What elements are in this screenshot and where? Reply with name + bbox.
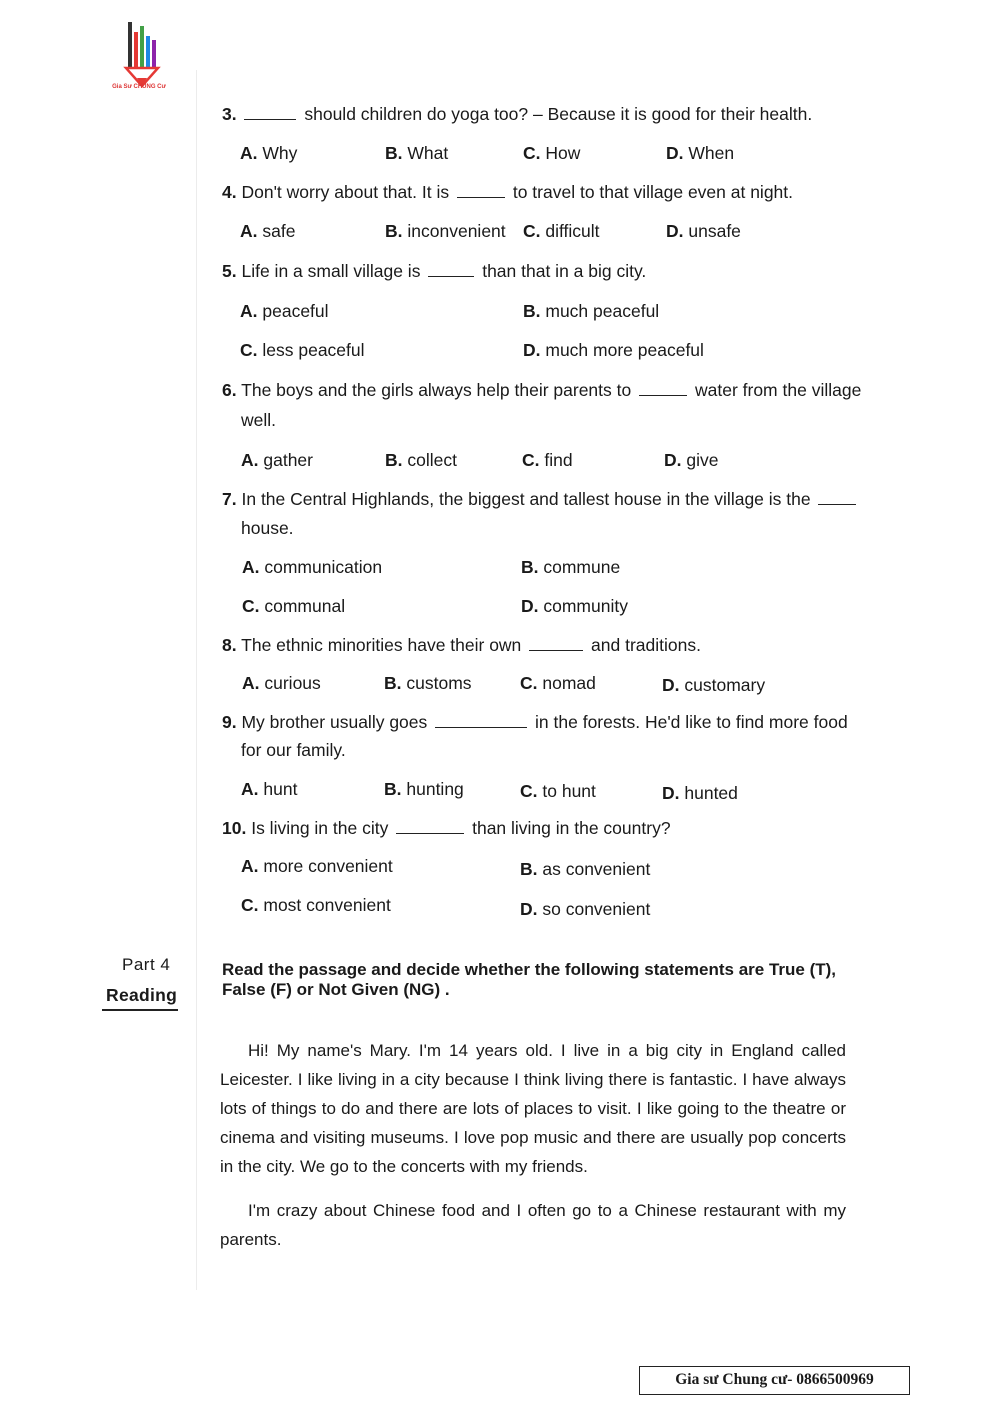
option-c[interactable]: C. to hunt xyxy=(520,781,596,801)
answer-blank[interactable] xyxy=(457,182,505,198)
question-text: The ethnic minorities have their own xyxy=(241,635,522,655)
option-b[interactable]: B. commune xyxy=(521,557,621,577)
question-text: The boys and the girls always help their parents to xyxy=(241,380,632,400)
option-c[interactable]: C. nomad xyxy=(520,673,596,693)
answer-blank[interactable] xyxy=(435,712,527,728)
option-d[interactable]: D. unsafe xyxy=(666,221,741,241)
question-continuation: house. xyxy=(241,518,294,538)
question-text: Life in a small village is xyxy=(241,261,421,281)
question-9 xyxy=(222,711,848,733)
question-number: 6. xyxy=(222,380,237,400)
question-number: 4. xyxy=(222,182,237,202)
footer-contact-box: Gia sư Chung cư- 0866500969 xyxy=(639,1366,910,1395)
answer-blank[interactable] xyxy=(818,489,856,505)
question-text: and traditions. xyxy=(591,635,701,655)
answer-blank[interactable] xyxy=(639,380,687,396)
logo xyxy=(104,14,174,94)
answer-blank[interactable] xyxy=(396,818,464,834)
option-b[interactable]: B. customs xyxy=(384,673,472,693)
question-text: in the forests. He'd like to find more food xyxy=(535,712,848,732)
option-a[interactable]: A. communication xyxy=(242,557,383,577)
option-d[interactable]: D. customary xyxy=(662,675,766,695)
question-8 xyxy=(222,634,701,656)
option-d[interactable]: D. hunted xyxy=(662,783,738,803)
option-c[interactable]: C. communal xyxy=(242,596,346,616)
part-title: Reading xyxy=(106,985,178,1005)
option-d[interactable]: D. When xyxy=(666,143,735,163)
question-6 xyxy=(222,379,861,401)
question-7 xyxy=(222,488,859,510)
part-number: Part 4 xyxy=(122,955,171,974)
question-number: 7. xyxy=(222,489,237,509)
option-b[interactable]: B. as convenient xyxy=(520,859,651,879)
question-number: 9. xyxy=(222,712,237,732)
question-number: 3. xyxy=(222,104,237,124)
question-text: should children do yoga too? – Because it is good for their health. xyxy=(304,104,813,124)
option-c[interactable]: C. difficult xyxy=(523,221,600,241)
question-text: My brother usually goes xyxy=(241,712,428,732)
question-3 xyxy=(222,103,812,125)
option-d[interactable]: D. much more peaceful xyxy=(523,340,704,360)
option-a[interactable]: A. gather xyxy=(241,450,313,470)
margin-divider xyxy=(196,70,197,1290)
option-a[interactable]: A. peaceful xyxy=(240,301,329,321)
question-text: In the Central Highlands, the biggest and tallest house in the village is the xyxy=(241,489,811,509)
option-a[interactable]: A. curious xyxy=(242,673,321,693)
option-d[interactable]: D. give xyxy=(664,450,719,470)
question-number: 8. xyxy=(222,635,237,655)
option-d[interactable]: D. community xyxy=(521,596,628,616)
reading-instruction: Read the passage and decide whether the following statements are True (T), False (F) or Not Given (NG) . xyxy=(222,960,837,999)
option-c[interactable]: C. How xyxy=(523,143,581,163)
pencil-bars-icon xyxy=(104,14,174,94)
option-b[interactable]: B. much peaceful xyxy=(523,301,660,321)
question-text: Don't worry about that. It is xyxy=(241,182,450,202)
option-b[interactable]: B. What xyxy=(385,143,449,163)
option-a[interactable]: A. hunt xyxy=(241,779,298,799)
question-10 xyxy=(222,817,671,839)
answer-blank[interactable] xyxy=(428,261,474,277)
option-b[interactable]: B. inconvenient xyxy=(385,221,506,241)
question-4 xyxy=(222,181,793,203)
option-d[interactable]: D. so convenient xyxy=(520,899,651,919)
question-number: 10. xyxy=(222,818,247,838)
option-c[interactable]: C. find xyxy=(522,450,573,470)
question-continuation: well. xyxy=(241,410,277,430)
option-a[interactable]: A. Why xyxy=(240,143,298,163)
question-text: to travel to that village even at night. xyxy=(512,182,794,202)
question-number: 5. xyxy=(222,261,237,281)
option-a[interactable]: A. safe xyxy=(240,221,296,241)
option-a[interactable]: A. more convenient xyxy=(241,856,393,876)
part-title-underline xyxy=(102,1009,178,1011)
option-c[interactable]: C. most convenient xyxy=(241,895,391,915)
question-continuation: for our family. xyxy=(241,740,346,760)
option-b[interactable]: B. hunting xyxy=(384,779,464,799)
question-text: than that in a big city. xyxy=(482,261,647,281)
answer-blank[interactable] xyxy=(244,104,296,120)
question-text: than living in the country? xyxy=(472,818,671,838)
question-5 xyxy=(222,260,646,282)
passage-paragraph-1: Hi! My name's Mary. I'm 14 years old. I live in a big city in England called Leicester. I like living in a city because I think living there is fantastic. I have always lots of things to do and there are lots of places to visit. I like going to the theatre or cinema and visiting museums. I love pop music and there are usually pop concerts in the city. We go to the concerts with my friends. xyxy=(220,1041,846,1176)
question-text: water from the village xyxy=(694,380,862,400)
passage-paragraph-2: I'm crazy about Chinese food and I often go to a Chinese restaurant with my parents. xyxy=(220,1201,846,1249)
answer-blank[interactable] xyxy=(529,635,583,651)
option-c[interactable]: C. less peaceful xyxy=(240,340,365,360)
option-b[interactable]: B. collect xyxy=(385,450,457,470)
logo-text: Gia Sư CHUNG Cư xyxy=(112,84,166,90)
question-text: Is living in the city xyxy=(251,818,389,838)
